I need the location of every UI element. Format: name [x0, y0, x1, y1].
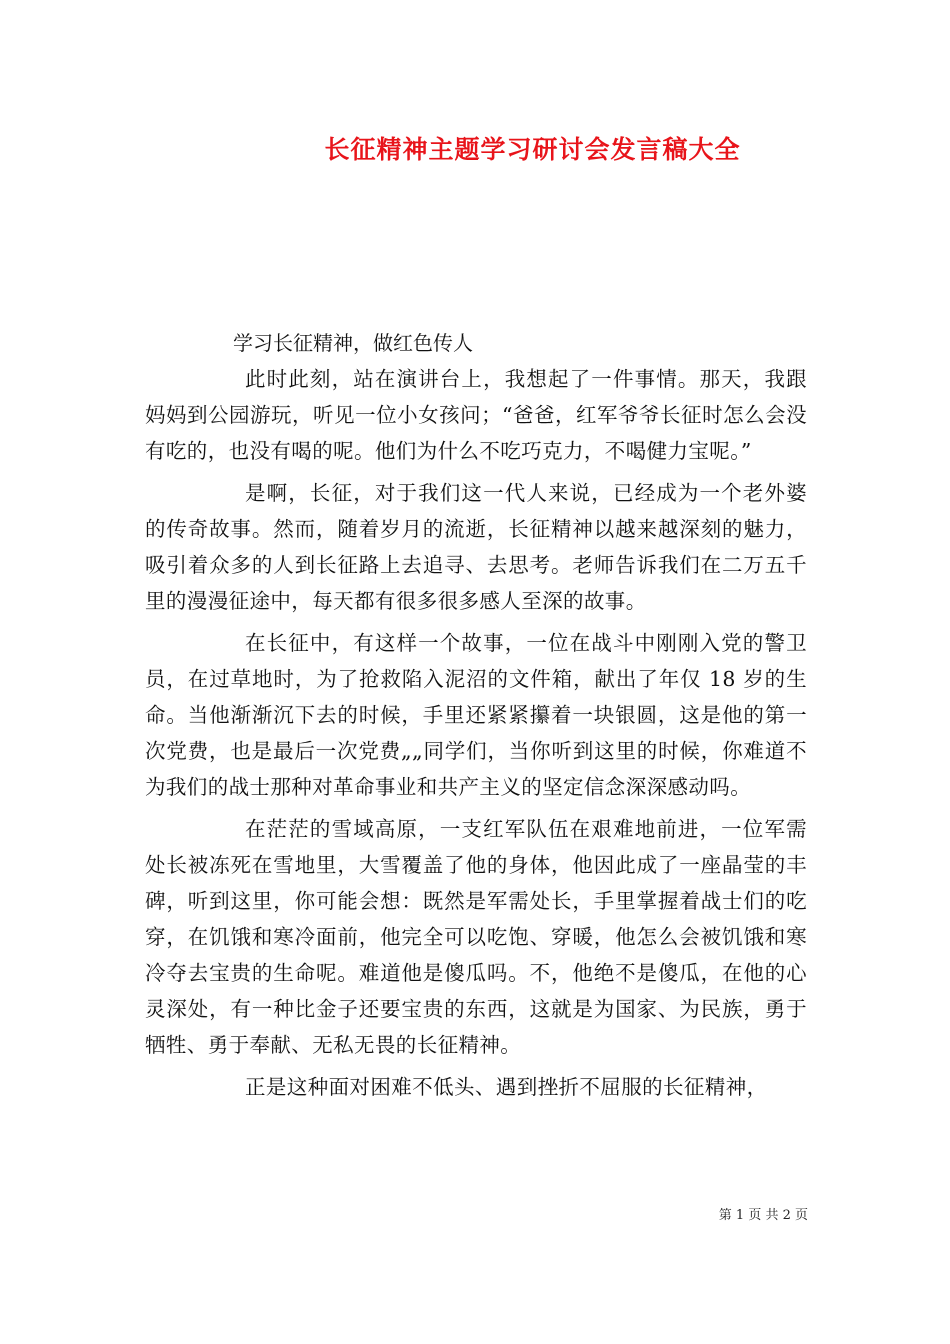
- document-body: [145, 361, 807, 1111]
- paragraph: 正是这种面对困难不低头、遇到挫折不屈服的长征精神，: [245, 1075, 768, 1099]
- document-title: 长征精神主题学习研讨会发言稿大全: [324, 135, 741, 164]
- paragraph: 在长征中，有这样一个故事，一位在战斗中刚刚入党的警卫员，在过草地时，为了抢救陷入泥沼的文件箱，献出了年仅 18 岁的生命。当他渐渐沉下去的时候，手里还紧紧攥着一块银圆，这是他的第一次党费，也是最后一次党费„„同学们，当你听到这里的时候，你难道不为我们的战士那种对革命事业和共产主义的坚定信念深深感动吗。: [145, 631, 807, 799]
- document-subtitle: 学习长征精神，做红色传人: [233, 331, 473, 355]
- paragraph: 此时此刻，站在演讲台上，我想起了一件事情。那天，我跟妈妈到公园游玩，听见一位小女孩问；“爸爸，红军爷爷长征时怎么会没有吃的，也没有喝的呢。他们为什么不吃巧克力，不喝健力宝呢。”: [145, 367, 807, 463]
- page-number-footer: 第 1 页 共 2 页: [718, 1208, 808, 1223]
- paragraph: 是啊，长征，对于我们这一代人来说，已经成为一个老外婆的传奇故事。然而，随着岁月的流逝，长征精神以越来越深刻的魅力，吸引着众多的人到长征路上去追寻、去思考。老师告诉我们在二万五千里的漫漫征途中，每天都有很多很多感人至深的故事。: [145, 481, 807, 613]
- paragraph: 在茫茫的雪域高原，一支红军队伍在艰难地前进，一位军需处长被冻死在雪地里，大雪覆盖了他的身体，他因此成了一座晶莹的丰碑，听到这里，你可能会想：既然是军需处长，手里掌握着战士们的吃穿，在饥饿和寒冷面前，他完全可以吃饱、穿暖，他怎么会被饥饿和寒冷夺去宝贵的生命呢。难道他是傻瓜吗。不，他绝不是傻瓜，在他的心灵深处，有一种比金子还要宝贵的东西，这就是为国家、为民族，勇于牺牲、勇于奉献、无私无畏的长征精神。: [145, 817, 807, 1057]
